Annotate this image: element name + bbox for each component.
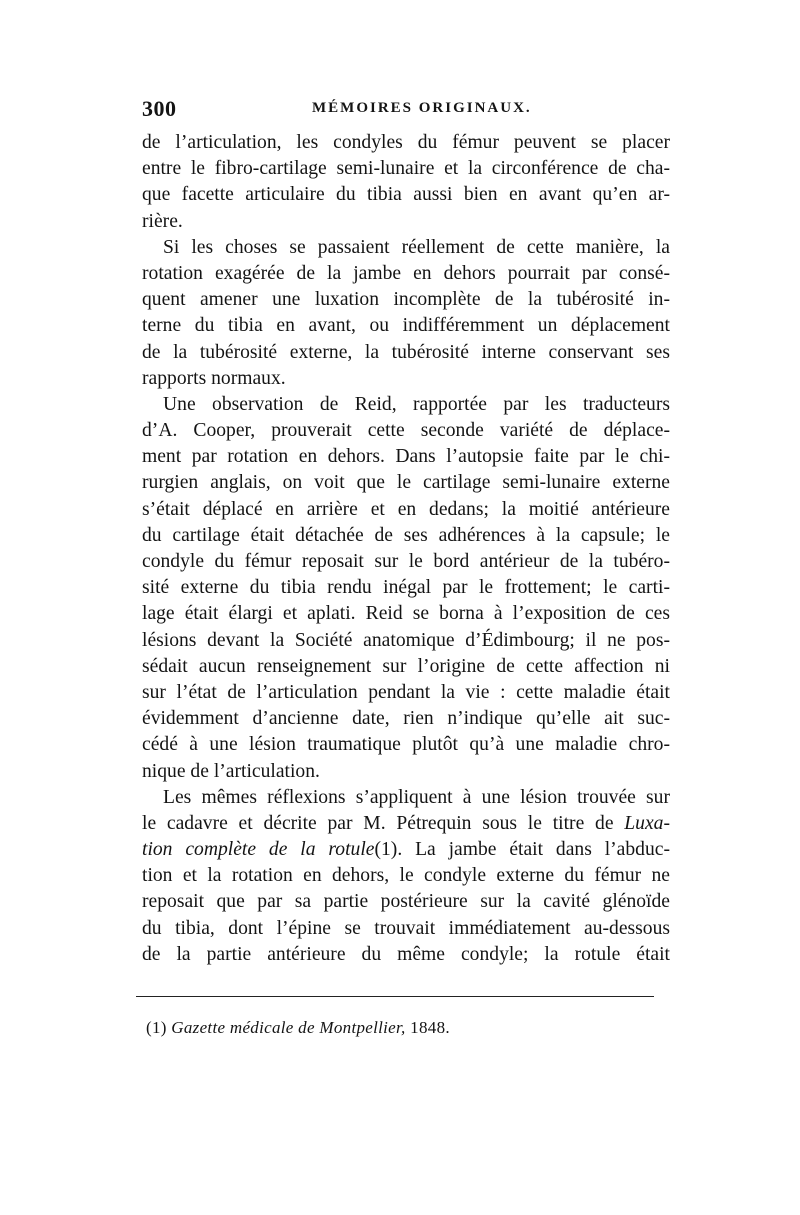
text-line: du cartilage était détachée de ses adhérences à la capsule; le (142, 524, 670, 546)
text-line: terne du tibia en avant, ou indifféremment un déplacement (142, 315, 670, 337)
text-line: de la tubérosité externe, la tubérosité interne conservant ses (142, 341, 670, 363)
text-line: quent amener une luxation incomplète de la tubérosité in- (142, 289, 670, 311)
footnote-source: Gazette médicale de Montpellier, (171, 1018, 406, 1037)
text-line: rotation exagérée de la jambe en dehors pourrait par consé- (142, 262, 670, 284)
text-line: que facette articulaire du tibia aussi bien en avant qu’en ar- (142, 184, 670, 206)
footnote-year: 1848. (410, 1018, 450, 1037)
text-line: de la partie antérieure du même condyle; la rotule était (142, 943, 670, 965)
footnote-divider (136, 996, 654, 997)
italic-title-segment: tion complète de la rotule (142, 839, 375, 861)
footnote (146, 1018, 450, 1038)
text-line-with-italic (142, 811, 670, 837)
text-segment: le cadavre et décrite par M. Pétrequin sous le titre de (142, 812, 614, 834)
text-line: condyle du fémur reposait sur le bord antérieur de la tubéro- (142, 551, 670, 572)
text-line: tion et la rotation en dehors, le condyle externe du fémur ne (142, 865, 670, 887)
text-line: nique de l’articulation. (142, 760, 320, 782)
paragraph-start-line: Une observation de Reid, rapportée par les traducteurs (163, 393, 670, 415)
text-line: évidemment d’ancienne date, rien n’indique qu’elle ait suc- (142, 708, 670, 730)
text-line: de l’articulation, les condyles du fémur peuvent se placer (142, 132, 670, 153)
text-line: rurgien anglais, on voit que le cartilage semi-lunaire externe (142, 472, 670, 494)
text-line: rapports normaux. (142, 367, 286, 389)
text-line: s’était déplacé en arrière et en dedans; la moitié antérieure (142, 498, 670, 520)
text-line-with-italic (142, 837, 670, 863)
text-line: cédé à une lésion traumatique plutôt qu’à une maladie chro- (142, 734, 670, 756)
text-line: ment par rotation en dehors. Dans l’autopsie faite par le chi- (142, 446, 670, 468)
page-header (142, 96, 662, 126)
text-line: sité externe du tibia rendu inégal par le frottement; le carti- (142, 577, 670, 599)
page-number: 300 (142, 96, 177, 121)
text-line: d’A. Cooper, prouverait cette seconde variété de déplace- (142, 420, 670, 442)
text-line: entre le fibro-cartilage semi-lunaire et la circonférence de cha- (142, 158, 670, 180)
footnote-marker: (1) (146, 1018, 167, 1037)
text-line: reposait que par sa partie postérieure sur la cavité glénoïde (142, 891, 670, 913)
body-text (142, 130, 670, 968)
text-line: du tibia, dont l’épine se trouvait immédiatement au-dessous (142, 917, 670, 939)
running-title: MÉMOIRES ORIGINAUX. (312, 100, 532, 116)
paragraph-start-line: Si les choses se passaient réellement de cette manière, la (163, 236, 670, 258)
text-line: rière. (142, 210, 183, 232)
text-line: lage était élargi et aplati. Reid se borna à l’exposition de ces (142, 603, 670, 625)
text-line: sédait aucun renseignement sur l’origine de cette affection ni (142, 655, 670, 677)
footnote-ref-segment: (1). La jambe était dans l’abduc- (374, 839, 670, 861)
italic-title-segment: Luxa- (624, 812, 670, 834)
text-line: lésions devant la Société anatomique d’Édimbourg; il ne pos- (142, 629, 670, 651)
text-line: sur l’état de l’articulation pendant la vie : cette maladie était (142, 681, 670, 703)
paragraph-start-line: Les mêmes réflexions s’appliquent à une lésion trouvée sur (163, 786, 670, 808)
